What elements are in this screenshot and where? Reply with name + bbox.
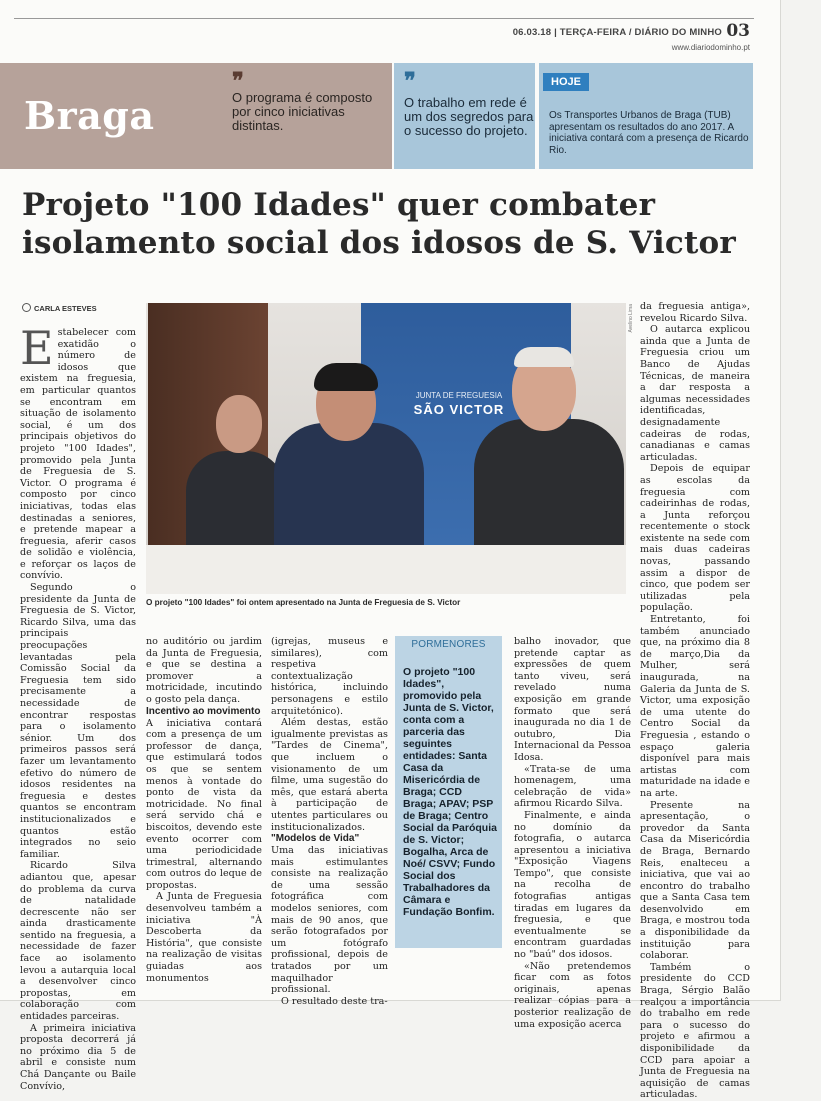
person-center xyxy=(274,423,424,563)
article-photo xyxy=(146,303,626,594)
quote-mark-icon: ❞ xyxy=(404,68,416,94)
paragraph: «Não pretendemos ficar com as fotos originais, apenas realizar cópias para a posterior realização de uma exposição acerca xyxy=(514,960,631,1030)
article-column-2 xyxy=(146,636,262,984)
paragraph: Segundo o presidente da Junta de Freguesia de S. Victor, Ricardo Silva, uma das principais preocupações levantadas pela Comissão Social da Freguesia tem sido precisamente a necessidade de encontrar respostas para o isolamento sénior. Um dos primeiros passos será fazer um levantamento efetivo do número de idosos residentes na freguesia e destes quantos se encontram institucionalizados e quantos estão integrados no seio familiar. xyxy=(20,582,136,860)
photo-credit: Avelino Lima xyxy=(628,304,634,333)
paragraph: Estabelecer com exatidão o número de idosos que existem na freguesia, em particular quantos se encontram em situação de isolamento social, é um dos principais objetivos do projeto "100 Idades", promovido pela Junta de Freguesia de S. Victor. O programa é composto por cinco iniciativas, todas elas destinadas a seniores, e pretende mapear a freguesia, aferir casos de solidão e violência, e reforçar os laços de convívio. xyxy=(20,321,136,582)
person-right-hair xyxy=(514,347,574,367)
page-header xyxy=(14,18,754,52)
paragraph: A iniciativa contará com a presença de um professor de dança, que estimulará todos os que se sentem menos à vontade do ponto de vista da motricidade. No final será servido chá e biscoitos, devendo este evento ocorrer com uma periodicidade trimestral, alternando com outros do leque de propostas. xyxy=(146,717,262,891)
person-center-hair xyxy=(314,363,378,391)
table-surface xyxy=(146,545,626,594)
paragraph: Ricardo Silva adiantou que, apesar do problema da curva de natalidade decrescente não ser ainda drasticamente sentido na freguesia, a necessidade de fazer face ao isolamento levou a autarquia local a desenvolver cinco propostas, em colaboração com entidades parceiras. xyxy=(20,860,136,1023)
paragraph: Além destas, estão igualmente previstas as "Tardes de Cinema", que incluem o visionamento de um filme, uma sugestão do mês, que estará aberta à participação de utentes particulares ou institucionalizados. xyxy=(271,717,388,833)
subheading: Incentivo ao movimento xyxy=(146,705,261,717)
photo-caption: O projeto "100 Idades" foi ontem apresentado na Junta de Freguesia de S. Victor xyxy=(146,598,461,607)
details-box-text: O projeto "100 Idades", promovido pela Junta de S. Victor, conta com a parceria das seguintes entidades: Santa Casa da Misericórdia de Braga; CCD Braga; APAV; PSP de Braga; Centro Social da Paróquia de S. Victor; Bogalha, Arca de Noé/ CSVV; Fundo Social dos Trabalhadores da Câmara e Fundação Bonfim. xyxy=(403,666,497,918)
article-column-1 xyxy=(20,321,136,1092)
author-name: CARLA ESTEVES xyxy=(34,304,97,313)
paragraph: (igrejas, museus e similares), com respetiva contextualização histórica, incluindo personagens e estilo arquitetónico). xyxy=(271,636,388,717)
date-line: 06.03.18 | TERÇA-FEIRA / DIÁRIO DO MINHO xyxy=(512,27,722,38)
paragraph: A primeira iniciativa proposta decorrerá já no próximo dia 5 de abril e consiste num Chá Dançante ou Baile Convívio, xyxy=(20,1022,136,1092)
article-headline: Projeto "100 Idades" quer combater isolamento social dos idosos de S. Victor xyxy=(22,187,736,261)
page-number: 03 xyxy=(726,21,750,41)
article-column-4 xyxy=(514,636,631,1030)
pull-quote-1: O programa é composto por cinco iniciativas distintas. xyxy=(232,90,373,133)
section-title: Braga xyxy=(24,93,155,138)
paragraph: Presente na apresentação, o provedor da Santa Casa da Misericórdia de Braga, Bernardo Reis, enalteceu a iniciativa, que vai ao encontro do trabalho que a Santa Casa tem desenvolvido em Braga, e mostrou toda a disponibilidade da instituição para colaborar. xyxy=(640,799,750,962)
paragraph: Também o presidente do CCD Braga, Sérgio Balão realçou a importância do trabalho em rede para o sucesso do projeto e afirmou a disponibilidade da CCD para apoiar a Junta de Freguesia na aquisição de camas articuladas. xyxy=(640,961,750,1101)
paragraph: O resultado deste tra- xyxy=(281,995,388,1007)
paragraph: Finalmente, e ainda no domínio da fotografia, o autarca apresentou a iniciativa "Exposição Viagens Tempo", que consiste na recolha de fotografias antigas tiradas em lugares da freguesia, e que eventualmente se encontram guardadas no "baú" dos idosos. xyxy=(514,809,631,961)
paragraph: Depois de equipar as escolas da freguesia com cadeirinhas de rodas, a Junta reforçou recentemente o stock existente na sede com mais duas cadeiras novas, passando assim a dispor de cinco, que podem ser utilizadas pela população. xyxy=(640,463,750,614)
banner-logo-text: JUNTA DE FREGUESIA SÃO VICTOR xyxy=(413,391,505,417)
hoje-badge: HOJE xyxy=(543,73,589,91)
hoje-panel xyxy=(539,63,753,169)
subheading: "Modelos de Vida" xyxy=(271,833,360,845)
pull-quote-panel xyxy=(394,63,535,169)
paragraph: A Junta de Freguesia desenvolveu também a iniciativa "À Descoberta da História", que consiste na realização de visitas guiadas aos monumentos xyxy=(146,891,262,984)
paragraph: balho inovador, que pretende captar as expressões de quem tanto viveu, será revelado numa exposição em grande formato que será inaugurada no dia 1 de outubro, Dia Internacional da Pessoa Idosa. xyxy=(514,636,631,763)
paragraph: «Trata-se de uma homenagem, uma celebração de vida» afirmou Ricardo Silva. xyxy=(514,763,631,810)
quote-mark-icon: ❞ xyxy=(232,68,244,94)
site-url: www.diariodominho.pt xyxy=(671,43,750,52)
paragraph: da freguesia antiga», revelou Ricardo Silva. xyxy=(640,301,750,324)
paragraph: O autarca explicou ainda que a Junta de Freguesia criou um Banco de Ajudas Técnicas, de maneira a dar resposta a algumas necessidades identificadas, designadamente cadeiras de rodas, canadianas e camas articuladas. xyxy=(640,324,750,463)
person-left-head xyxy=(216,395,262,453)
paragraph: no auditório ou jardim da Junta de Freguesia, e que se destina a promover a motricidade, incutindo o gosto pela dança. xyxy=(146,636,262,705)
paragraph: Uma das iniciativas mais estimulantes consiste na realização de uma sessão fotográfica com modelos seniores, com mais de 90 anos, que serão fotografados por um fotógrafo profissional, depois de tratados por um maquilhador profissional. xyxy=(271,845,388,996)
article-column-5 xyxy=(640,301,750,1101)
details-box-title: PORMENORES xyxy=(411,639,486,650)
author-icon xyxy=(22,303,31,312)
pull-quote-2: O trabalho em rede é um dos segredos para o sucesso do projeto. xyxy=(404,95,534,138)
hoje-text: Os Transportes Urbanos de Braga (TUB) apresentam os resultados do ano 2017. A iniciativa contará com a presença de Ricardo Rio. xyxy=(549,110,749,156)
byline xyxy=(22,303,97,313)
paragraph: Entretanto, foi também anunciado que, na próximo dia 8 de março,Dia da Mulher, será inaugurada, na Galeria da Junta de S. Victor, uma exposição de uma utente do Centro Social da Freguesia , estando o espaço galeria disponível para mais artistas com maturidade na idade e na arte. xyxy=(640,614,750,799)
article-column-3 xyxy=(271,636,388,1007)
section-banner xyxy=(0,63,392,169)
details-box xyxy=(395,636,502,948)
drop-cap: E xyxy=(20,321,54,375)
